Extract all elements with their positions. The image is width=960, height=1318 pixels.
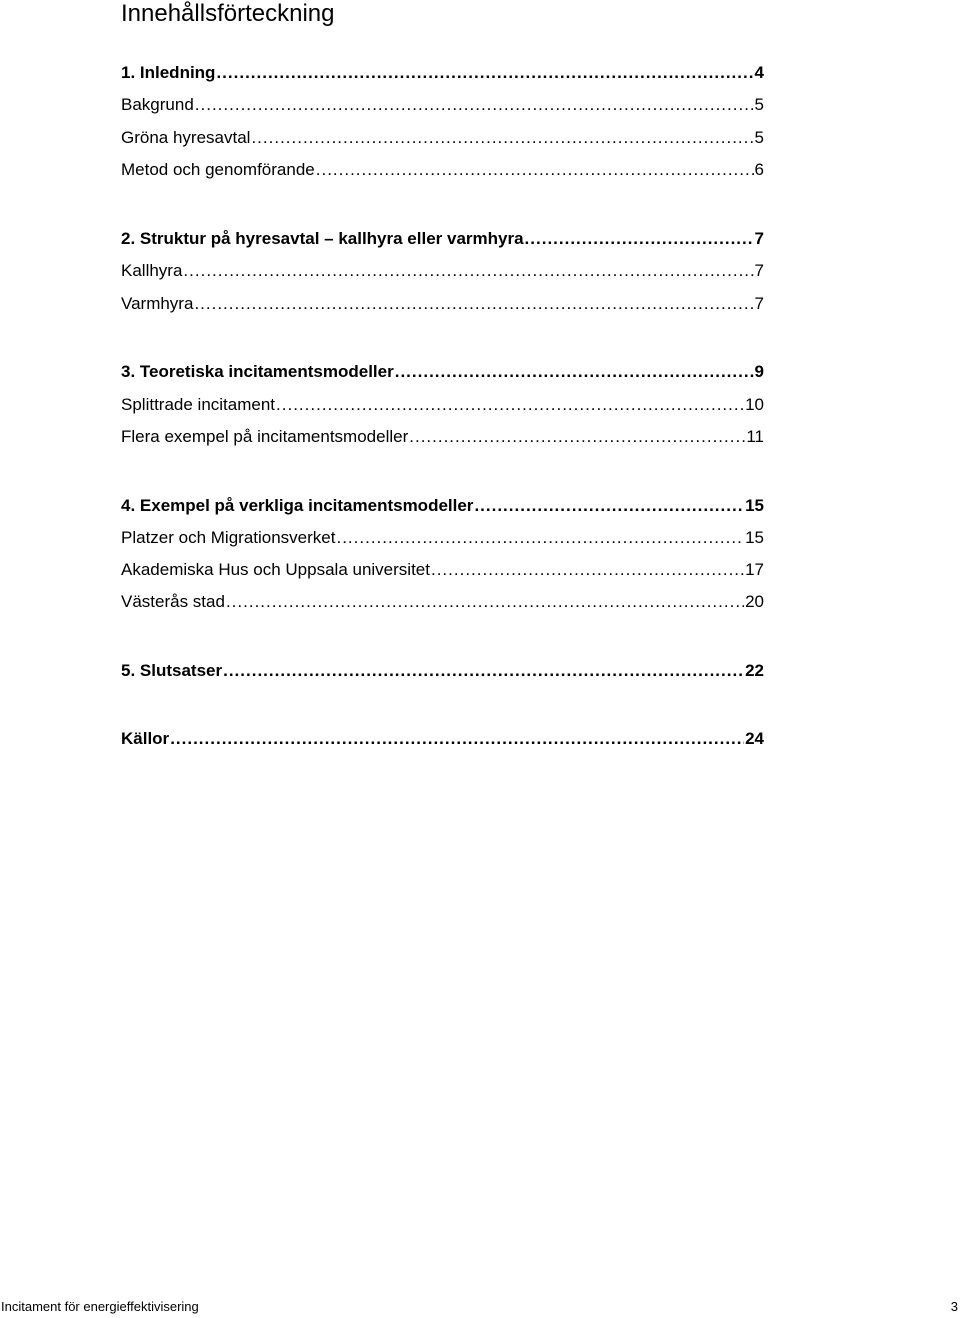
toc-entry-page: 20: [745, 592, 764, 611]
toc-entry-page: 6: [754, 160, 764, 179]
dot-leader: [223, 661, 744, 681]
toc-entry[interactable]: [121, 496, 764, 520]
toc-entry[interactable]: [121, 229, 764, 253]
dot-leader: [276, 395, 744, 415]
toc-entry[interactable]: [121, 261, 764, 285]
toc-entry[interactable]: [121, 63, 764, 87]
dot-leader: [251, 128, 753, 148]
toc-entry-page: 7: [754, 294, 764, 313]
toc-entry-page: 5: [754, 128, 764, 147]
toc-entry[interactable]: [121, 395, 764, 419]
toc-entry-page: 15: [745, 528, 764, 547]
page-footer: [0, 1299, 960, 1317]
dot-leader: [525, 229, 754, 249]
toc-entry[interactable]: [121, 560, 764, 584]
dot-leader: [336, 528, 744, 548]
dot-leader: [431, 560, 744, 580]
toc-entry-page: 9: [754, 362, 764, 381]
toc-title: Innehållsförteckning: [121, 0, 335, 27]
toc-entry-label: Platzer och Migrationsverket: [121, 528, 336, 547]
toc-entry-page: 17: [745, 560, 764, 579]
footer-page-number: 3: [950, 1299, 958, 1314]
dot-leader: [474, 496, 744, 516]
dot-leader: [226, 592, 744, 612]
dot-leader: [195, 95, 754, 115]
toc-entry-page: 22: [745, 661, 764, 680]
toc-entry-label: Västerås stad: [121, 592, 225, 611]
toc-entry-page: 10: [745, 395, 764, 414]
toc-entry-label: Flera exempel på incitamentsmodeller: [121, 427, 409, 446]
dot-leader: [194, 294, 753, 314]
toc-entry[interactable]: [121, 294, 764, 318]
toc-entry[interactable]: [121, 592, 764, 616]
toc-entry[interactable]: [121, 661, 764, 685]
toc-entry-label: Bakgrund: [121, 95, 194, 114]
toc-entry-label: Varmhyra: [121, 294, 194, 313]
toc-entry-page: 15: [745, 496, 764, 515]
toc-entry-label: Splittrade incitament: [121, 395, 276, 414]
toc-entry-label: Metod och genomförande: [121, 160, 315, 179]
toc-entry[interactable]: [121, 362, 764, 386]
toc-entry-page: 7: [754, 229, 764, 248]
toc-entry-label: 3. Teoretiska incitamentsmodeller: [121, 362, 394, 381]
toc-entry-label: Gröna hyresavtal: [121, 128, 251, 147]
footer-title: Incitament för energieffektivisering: [1, 1299, 199, 1314]
toc-entry[interactable]: [121, 95, 764, 119]
toc-entry-page: 7: [754, 261, 764, 280]
toc-entry-page: 11: [746, 427, 764, 446]
toc-entry-label: 2. Struktur på hyresavtal – kallhyra eller varmhyra: [121, 229, 524, 248]
toc-entry-label: 5. Slutsatser: [121, 661, 223, 680]
dot-leader: [170, 729, 744, 749]
toc-entry-page: 24: [745, 729, 764, 748]
toc-entry-page: 5: [754, 95, 764, 114]
toc-entry-label: Akademiska Hus och Uppsala universitet: [121, 560, 430, 579]
toc-entry[interactable]: [121, 128, 764, 152]
toc-entry[interactable]: [121, 427, 764, 451]
toc-entry-label: 1. Inledning: [121, 63, 216, 82]
dot-leader: [183, 261, 753, 281]
dot-leader: [316, 160, 754, 180]
toc-entry-label: Kallhyra: [121, 261, 183, 280]
toc-entry-page: 4: [754, 63, 764, 82]
toc-entry-label: 4. Exempel på verkliga incitamentsmodeller: [121, 496, 474, 515]
toc-entry[interactable]: [121, 528, 764, 552]
toc-entry-label: Källor: [121, 729, 170, 748]
dot-leader: [395, 362, 754, 382]
dot-leader: [409, 427, 745, 447]
toc-entry[interactable]: [121, 729, 764, 753]
toc-entry[interactable]: [121, 160, 764, 184]
dot-leader: [216, 63, 753, 83]
